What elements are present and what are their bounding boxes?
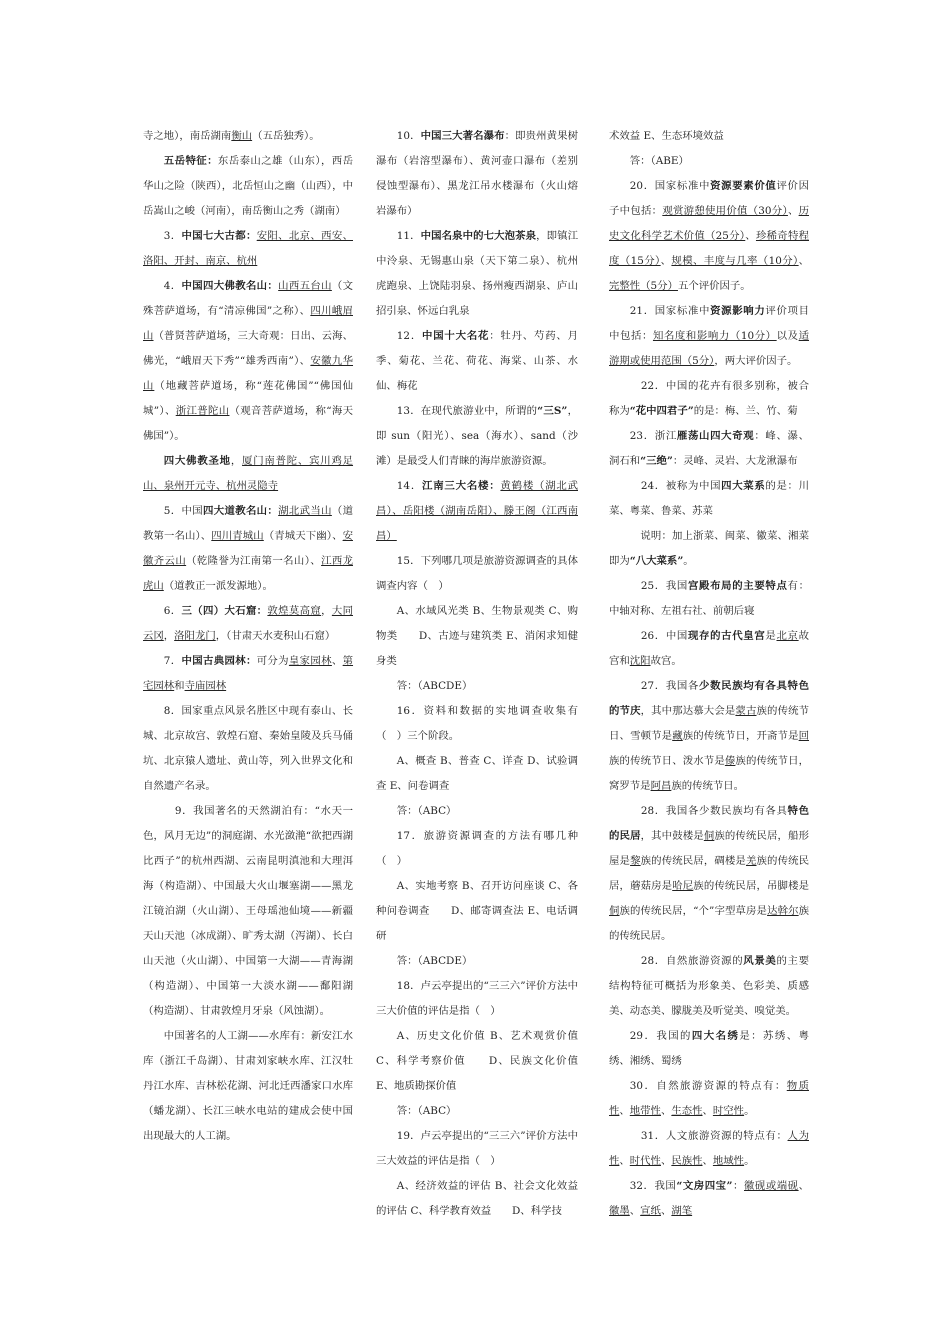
text-run: 、 bbox=[619, 1105, 630, 1117]
text-run: 以及 bbox=[776, 330, 799, 342]
text-run: 族的传统节日。 bbox=[671, 780, 745, 792]
bold-term: 雁荡山四大奇观 bbox=[676, 430, 755, 442]
text-run: A、实地考察 B、召开访问座谈 C、各种问卷调查 D、邮寄调查法 E、电话调研 bbox=[376, 880, 578, 942]
text-run: （观音菩萨道场，称“海天佛国”）。 bbox=[143, 405, 354, 442]
text-run: 、 bbox=[660, 1155, 672, 1167]
text-run: ：峰、瀑、洞石和 bbox=[609, 430, 809, 467]
underlined-answer: 厦门南普陀、宾川鸡足山、泉州开元寺、杭州灵隐寺 bbox=[143, 455, 354, 492]
text-run: 的主要结构特征可概括为形象美、色彩美、质感美、动态美、朦胧美及听觉美、嗅觉美。 bbox=[609, 955, 810, 1017]
underlined-answer: 傣 bbox=[724, 755, 736, 767]
text-run: 和 bbox=[174, 680, 185, 692]
paragraph bbox=[609, 299, 809, 374]
paragraph bbox=[143, 274, 353, 449]
paragraph bbox=[143, 224, 353, 274]
paragraph bbox=[376, 749, 578, 799]
paragraph bbox=[376, 949, 578, 974]
text-run: 、 bbox=[619, 1155, 630, 1167]
paragraph bbox=[376, 799, 578, 824]
text-run: ， bbox=[230, 455, 243, 467]
paragraph bbox=[609, 574, 809, 624]
text-run: 28．自然旅游资源的 bbox=[629, 955, 744, 967]
text-run: 有：中轴对称、左祖右社、前朝后寝 bbox=[609, 580, 810, 617]
text-run: 28．我国各少数民族均有各具 bbox=[629, 805, 788, 817]
text-run: 五个评价因子。 bbox=[677, 280, 751, 292]
paragraph bbox=[143, 699, 353, 799]
text-run: A、经济效益的评估 B、社会文化效益的评估 C、科学教育效益 D、科学技 bbox=[376, 1180, 578, 1217]
underlined-answer: 完整性（5分） bbox=[609, 280, 678, 292]
text-run: 13．在现代旅游业中，所谓的 bbox=[396, 405, 538, 417]
text-run: 20．国家标准中 bbox=[629, 180, 711, 192]
text-run: 27．我国各 bbox=[629, 680, 700, 692]
paragraph bbox=[143, 599, 353, 649]
paragraph bbox=[609, 1174, 809, 1224]
paragraph bbox=[609, 424, 809, 474]
bold-term: “三绝” bbox=[640, 455, 673, 467]
underlined-answer: 哈尼 bbox=[672, 880, 694, 892]
underlined-answer: 洛阳龙门 bbox=[174, 630, 216, 642]
text-run: 、 bbox=[702, 1105, 713, 1117]
paragraph bbox=[609, 674, 809, 799]
underlined-answer: 四川峨眉山 bbox=[143, 305, 353, 342]
text-run: A、历史文化价值 B、艺术观赏价值 C、科学考察价值 D、民族文化价值 E、地质勘探价值 bbox=[376, 1030, 578, 1092]
paragraph bbox=[609, 524, 809, 574]
underlined-answer: 人为性 bbox=[609, 1130, 809, 1167]
underlined-answer: 物质性 bbox=[609, 1080, 809, 1117]
text-column-right bbox=[609, 124, 809, 1224]
text-run: （普贤菩萨道场，三大奇观：日出、云海、佛光，“峨眉天下秀”“雄秀西南”）、 bbox=[143, 330, 354, 367]
text-run: 、 bbox=[629, 1205, 641, 1217]
text-run: 故宫。 bbox=[650, 655, 682, 667]
bold-term: “八大菜系” bbox=[629, 555, 684, 567]
text-run: 答：（ABCDE） bbox=[396, 680, 473, 692]
text-run: 5．中国 bbox=[163, 505, 203, 517]
text-run: 21．国家标准中 bbox=[629, 305, 711, 317]
text-run: 9．我国著名的天然湖泊有：“水天一色，风月无边”的洞庭湖、水光潋滟“欲把西湖比西子”的杭州西湖、云南昆明滇池和大理洱海（构造湖）、中国最大火山堰塞湖——黑龙江镜泊湖（火山湖）、王母瑶池仙境——新疆天山天池（冰成湖）、旷秀太湖（泻湖）、长白山天池（火山湖）、中国第一大湖——青海湖（构造湖）、中国第一大淡水湖——鄱阳湖（构造湖）、甘肃敦煌月牙泉（风蚀湖）。 bbox=[143, 805, 353, 1017]
underlined-answer: 观赏游憩使用价值（30分） bbox=[662, 205, 788, 217]
text-run: 。 bbox=[744, 1155, 755, 1167]
text-run: ：牡丹、芍药、月季、菊花、兰花、荷花、海棠、山茶、水仙、梅花 bbox=[376, 330, 578, 392]
bold-term: 风景美 bbox=[743, 955, 777, 967]
text-run: 、 bbox=[798, 1180, 809, 1192]
text-run: 7． bbox=[163, 655, 182, 667]
underlined-answer: 地带性 bbox=[629, 1105, 661, 1117]
text-run: 的是：川菜、粤菜、鲁菜、苏菜 bbox=[609, 480, 810, 517]
paragraph bbox=[376, 874, 578, 949]
paragraph bbox=[376, 824, 578, 874]
text-column-left bbox=[143, 124, 353, 1149]
bold-term: “三S” bbox=[537, 405, 568, 417]
text-run: ：灵峰、灵岩、大龙湫瀑布 bbox=[672, 455, 798, 467]
text-run: 故宫和 bbox=[609, 630, 810, 667]
bold-term: 宫殿布局的主要特点 bbox=[687, 580, 788, 592]
bold-term: 江南三大名楼： bbox=[422, 480, 501, 492]
bold-term: 中国七大古都： bbox=[181, 230, 257, 242]
text-run: 、 bbox=[745, 230, 756, 242]
text-run: （道教第一名山）、 bbox=[143, 505, 354, 542]
bold-term: “花中四君子” bbox=[629, 405, 694, 417]
bold-term: 四大佛教圣地 bbox=[163, 455, 231, 467]
text-run: 32．我国 bbox=[629, 1180, 677, 1192]
bold-term: 三（四）大石窟： bbox=[181, 605, 268, 617]
paragraph bbox=[376, 1124, 578, 1174]
bold-term: 资源影响力 bbox=[710, 305, 766, 317]
text-run: 。 bbox=[744, 1105, 755, 1117]
underlined-answer: 黄鹤楼（湖北武昌）、岳阳楼（湖南岳阳）、滕王阁（江西南昌） bbox=[376, 480, 578, 542]
text-run: 24．被称为中国 bbox=[629, 480, 722, 492]
text-run: 答：（ABCDE） bbox=[396, 955, 473, 967]
text-run: 15．下列哪几项是旅游资源调查的具体调查内容（ ） bbox=[376, 555, 578, 592]
text-run: 是：苏绣、粤绣、湘绣、蜀绣 bbox=[609, 1030, 809, 1067]
underlined-answer: 达斡尔 bbox=[767, 905, 799, 917]
underlined-answer: 地域性 bbox=[712, 1155, 745, 1167]
text-run: ，其中鼓楼是 bbox=[640, 830, 704, 842]
text-run: 16．资料和数据的实地调查收集有（ ）三个阶段。 bbox=[376, 705, 578, 742]
text-run: 答：（ABE） bbox=[629, 155, 689, 167]
underlined-answer: 时代性 bbox=[629, 1155, 661, 1167]
text-run: 17．旅游资源调查的方法有哪几种（ ） bbox=[376, 830, 578, 867]
text-run: 说明：加上浙菜、闽菜、徽菜、湘菜即为 bbox=[609, 530, 809, 567]
underlined-answer: 回 bbox=[798, 730, 810, 742]
text-run: 术效益 E、生态环境效益 bbox=[609, 130, 724, 142]
bold-term: 中国古典园林： bbox=[181, 655, 257, 667]
text-run: 族的传统节日、泼水节是 bbox=[609, 755, 725, 767]
paragraph bbox=[376, 599, 578, 674]
paragraph bbox=[143, 1024, 353, 1149]
paragraph bbox=[143, 449, 353, 499]
text-run: 是 bbox=[765, 630, 777, 642]
text-run: ：即贵州黄果树瀑布（岩溶型瀑布）、黄河壶口瀑布（差别侵蚀型瀑布）、黑龙江吊水楼瀑布（火山熔岩瀑布） bbox=[376, 130, 578, 217]
text-run: （青城天下幽）、 bbox=[263, 530, 343, 542]
text-run: 、 bbox=[798, 255, 809, 267]
underlined-answer: 北京 bbox=[776, 630, 799, 642]
underlined-answer: 黎 bbox=[630, 855, 641, 867]
text-run: 族的传统民居，“个”字型草房是 bbox=[619, 905, 768, 917]
text-run: 14． bbox=[396, 480, 423, 492]
underlined-answer: 湖笔 bbox=[671, 1205, 693, 1217]
underlined-answer: 浙江普陀山 bbox=[175, 405, 230, 417]
underlined-answer: 湖北武当山 bbox=[278, 505, 332, 517]
text-run: （道教正一派发源地）。 bbox=[163, 580, 273, 592]
underlined-answer: 时空性 bbox=[712, 1105, 745, 1117]
bold-term: “文房四宝” bbox=[676, 1180, 733, 1192]
text-run: 、 bbox=[331, 655, 343, 667]
paragraph bbox=[376, 1024, 578, 1099]
paragraph bbox=[609, 124, 809, 149]
text-run: 族的传统民居，船形屋是 bbox=[609, 830, 810, 867]
underlined-answer: 四川青城山 bbox=[211, 530, 264, 542]
text-run: 19．卢云亭提出的“三三六”评价方法中三大效益的评估是指（ ） bbox=[376, 1130, 578, 1167]
bold-term: 五岳特征： bbox=[163, 155, 218, 167]
paragraph bbox=[609, 799, 809, 949]
bold-term: 中国名泉中的七大泡茶泉 bbox=[420, 230, 537, 242]
text-run: ，即 sun（阳光）、sea（海水）、sand（沙滩）是最受人们青睐的海岸旅游资源。 bbox=[376, 405, 578, 467]
underlined-answer: 历史文化科学艺术价值（25分） bbox=[609, 205, 809, 242]
text-run: 12． bbox=[396, 330, 423, 342]
paragraph bbox=[376, 124, 578, 224]
text-run: ， bbox=[321, 605, 332, 617]
underlined-answer: 安徽九华山 bbox=[143, 355, 354, 392]
bold-term: 资源要素价值 bbox=[710, 180, 777, 192]
text-run: 族的传统民居，蘑菇房是 bbox=[609, 855, 810, 892]
bold-term: 少数民族均有各具特色的节庆 bbox=[609, 680, 809, 717]
text-run: 3． bbox=[163, 230, 182, 242]
paragraph bbox=[376, 699, 578, 749]
underlined-answer: 安徽齐云山 bbox=[143, 530, 353, 567]
underlined-answer: 皇家园林 bbox=[288, 655, 332, 667]
paragraph bbox=[376, 474, 578, 549]
paragraph bbox=[143, 124, 353, 149]
text-run: 评价因子中包括： bbox=[609, 180, 810, 217]
underlined-answer: 第宅园林 bbox=[143, 655, 354, 692]
text-run: 族的传统节日，窝罗节是 bbox=[609, 755, 810, 792]
text-run: 11． bbox=[396, 230, 421, 242]
text-run: 22．中国的花卉有很多别称，被合称为 bbox=[609, 380, 809, 417]
bold-term: 中国四大佛教名山： bbox=[181, 280, 279, 292]
underlined-answer: 大同云冈 bbox=[143, 605, 354, 642]
text-run: 18．卢云亭提出的“三三六”评价方法中三大价值的评估是指（ ） bbox=[376, 980, 578, 1017]
underlined-answer: 江西龙虎山 bbox=[143, 555, 354, 592]
underlined-answer: 蒙古 bbox=[735, 705, 757, 717]
text-run: 25．我国 bbox=[629, 580, 688, 592]
paragraph bbox=[609, 474, 809, 524]
underlined-answer: 敦煌莫高窟 bbox=[267, 605, 322, 617]
underlined-answer: 宣纸 bbox=[640, 1205, 661, 1217]
paragraph bbox=[376, 399, 578, 474]
text-run: 族的传统民居，碉楼是 bbox=[640, 855, 746, 867]
underlined-answer: 徽墨 bbox=[609, 1205, 630, 1217]
text-run: （文殊菩萨道场，有“清凉佛国”之称）、 bbox=[143, 280, 354, 317]
text-run: 的是：梅、兰、竹、菊 bbox=[693, 405, 798, 417]
paragraph bbox=[376, 324, 578, 399]
underlined-answer: 寺庙园林 bbox=[184, 680, 227, 692]
underlined-answer: 沈阳 bbox=[629, 655, 651, 667]
bold-term: 四大道教名山： bbox=[202, 505, 279, 517]
underlined-answer: 规模、丰度与几率（10分） bbox=[671, 255, 799, 267]
underlined-answer: 侗 bbox=[703, 830, 715, 842]
underlined-answer: 藏 bbox=[672, 730, 683, 742]
text-run: 29．我国的 bbox=[629, 1030, 692, 1042]
paragraph bbox=[376, 549, 578, 599]
text-run: 中国著名的人工湖——水库有：新安江水库（浙江千岛湖）、甘肃刘家峡水库、江汉牡丹江水库、吉林松花湖、河北迁西潘家口水库（蟠龙湖）、长江三峡水电站的建成会使中国出现最大的人工湖。 bbox=[143, 1030, 353, 1142]
text-column-middle bbox=[376, 124, 578, 1224]
bold-term: 四大菜系 bbox=[721, 480, 766, 492]
bold-term: 现存的古代皇宫 bbox=[687, 630, 766, 642]
paragraph bbox=[376, 1174, 578, 1224]
text-run: ，（甘肃天水麦积山石窟） bbox=[215, 630, 336, 642]
bold-term: 中国十大名花 bbox=[422, 330, 490, 342]
bold-term: 四大名绣 bbox=[691, 1030, 740, 1042]
paragraph bbox=[143, 799, 353, 1024]
text-run: 30．自然旅游资源的特点有： bbox=[629, 1080, 787, 1092]
paragraph bbox=[609, 374, 809, 424]
text-run: 、 bbox=[702, 1155, 713, 1167]
text-run: A、概查 B、普查 C、详查 D、试验调查 E、问卷调查 bbox=[376, 755, 578, 792]
text-run: ，其中那达慕大会是 bbox=[640, 705, 736, 717]
bold-term: 中国三大著名瀑布 bbox=[420, 130, 505, 142]
text-run: 26．中国 bbox=[629, 630, 688, 642]
underlined-answer: 侗 bbox=[609, 905, 620, 917]
text-run: 答：（ABC） bbox=[396, 805, 457, 817]
paragraph bbox=[609, 1124, 809, 1174]
paragraph bbox=[609, 174, 809, 299]
text-run: 东岳泰山之雄（山东），西岳华山之险（陕西），北岳恒山之幽（山西），中岳嵩山之峻（河南），南岳衡山之秀（湖南） bbox=[143, 155, 353, 217]
text-run: 、 bbox=[660, 1205, 672, 1217]
text-run: 4． bbox=[163, 280, 182, 292]
text-run: 答：（ABC） bbox=[396, 1105, 457, 1117]
underlined-answer: 适游期或使用范围（5分） bbox=[609, 330, 810, 367]
paragraph bbox=[143, 499, 353, 599]
text-run: （乾隆誉为江南第一名山）、 bbox=[186, 555, 322, 567]
text-run: 8．国家重点风景名胜区中现有泰山、长城、北京故宫、敦煌石窟、秦始皇陵及兵马俑坑、北京猿人遗址、黄山等，列入世界文化和自然遗产名录。 bbox=[143, 705, 353, 792]
underlined-answer: 珍稀奇特程度（15分） bbox=[609, 230, 810, 267]
underlined-answer: 知名度和影响力（10分） bbox=[652, 330, 777, 342]
paragraph bbox=[609, 1024, 809, 1074]
text-run: 23．浙江 bbox=[629, 430, 677, 442]
paragraph bbox=[143, 649, 353, 699]
underlined-answer: 生态性 bbox=[671, 1105, 703, 1117]
underlined-answer: 羌 bbox=[745, 855, 757, 867]
bold-term: 特色的民居 bbox=[609, 805, 809, 842]
text-run: 族的传统民居。 bbox=[609, 905, 810, 942]
text-run: 6． bbox=[163, 605, 182, 617]
paragraph bbox=[609, 949, 809, 1024]
text-run: （地藏菩萨道场，称“莲花佛国”“佛国仙城”）、 bbox=[143, 380, 353, 417]
paragraph bbox=[609, 624, 809, 674]
underlined-answer: 衡山 bbox=[231, 130, 253, 142]
text-run: 评价项目中包括： bbox=[609, 305, 810, 342]
underlined-answer: 安阳、北京、西安、洛阳、开封、南京、杭州 bbox=[143, 230, 353, 267]
text-run: 、 bbox=[660, 255, 672, 267]
text-run: 族的传统节日，开斋节是 bbox=[682, 730, 799, 742]
underlined-answer: 徽砚或端砚 bbox=[743, 1180, 799, 1192]
text-run: 可分为 bbox=[256, 655, 289, 667]
text-run: 寺之地），南岳湖南 bbox=[143, 130, 232, 142]
text-run: 。 bbox=[683, 555, 694, 567]
underlined-answer: 民族性 bbox=[671, 1155, 703, 1167]
underlined-answer: 山西五台山 bbox=[278, 280, 332, 292]
paragraph bbox=[609, 149, 809, 174]
text-run: ，即镇江中泠泉、无锡惠山泉（天下第二泉）、杭州虎跑泉、上饶陆羽泉、扬州瘦西湖泉、庐山招引泉、怀远白乳泉 bbox=[376, 230, 578, 317]
text-run: 、 bbox=[787, 205, 799, 217]
text-run: 族的传统民居，吊脚楼是 bbox=[693, 880, 810, 892]
paragraph bbox=[609, 1074, 809, 1124]
paragraph bbox=[376, 1099, 578, 1124]
paragraph bbox=[376, 224, 578, 324]
text-run: A、水域风光类 B、生物景观类 C、购物类 D、古迹与建筑类 E、消闲求知健身类 bbox=[376, 605, 578, 667]
text-run: ，两大评价因子。 bbox=[714, 355, 798, 367]
paragraph bbox=[376, 674, 578, 699]
text-run: 族的传统节日、雪顿节是 bbox=[609, 705, 810, 742]
text-run: （五岳独秀）。 bbox=[252, 130, 320, 142]
paragraph bbox=[376, 974, 578, 1024]
text-run: 、 bbox=[660, 1105, 672, 1117]
paragraph bbox=[143, 149, 353, 224]
text-run: 31．人文旅游资源的特点有： bbox=[629, 1130, 788, 1142]
text-run: 10． bbox=[396, 130, 421, 142]
text-run: ： bbox=[732, 1180, 744, 1192]
text-run: ， bbox=[163, 630, 175, 642]
underlined-answer: 阿昌 bbox=[650, 780, 672, 792]
